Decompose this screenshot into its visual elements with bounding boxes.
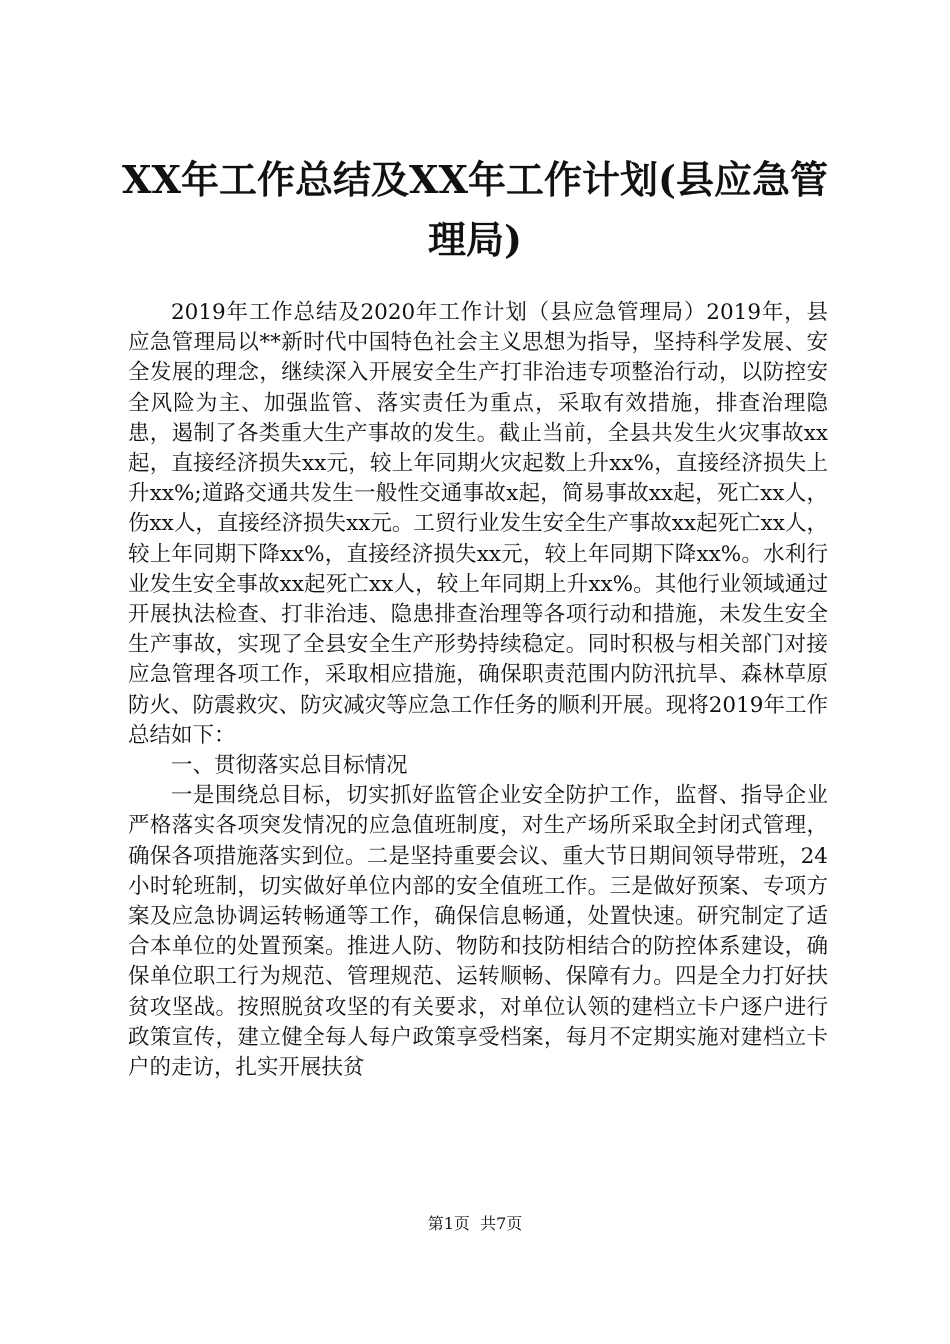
document-body (128, 298, 828, 1083)
section-heading: 一、贯彻落实总目标情况 (171, 753, 408, 779)
page-indicator: 第1页 共7页 (427, 1214, 523, 1233)
paragraph-section-1: 一是围绕总目标，切实抓好监管企业安全防护工作，监督、指导企业严格落实各项突发情况的应急值班制度，对生产场所采取全封闭式管理，确保各项措施落实到位。二是坚持重要会议、重大节日期间领导带班，24小时轮班制，切实做好单位内部的安全值班工作。三是做好预案、专项方案及应急协调运转畅通等工作，确保信息畅通，处置快速。研究制定了适合本单位的处置预案。推进人防、物防和技防相结合的防控体系建设，确保单位职工行为规范、管理规范、运转顺畅、保障有力。四是全力打好扶贫攻坚战。按照脱贫攻坚的有关要求，对单位认领的建档立卡户逐户进行政策宣传，建立健全每人每户政策享受档案，每月不定期实施对建档立卡户的走访，扎实开展扶贫 (128, 783, 828, 1081)
paragraph-intro: 2019年工作总结及2020年工作计划（县应急管理局）2019年，县应急管理局以**新时代中国特色社会主义思想为指导，坚持科学发展、安全发展的理念，继续深入开展安全生产打非治违专项整治行动，以防控安全风险为主、加强监管、落实责任为重点，采取有效措施，排查治理隐患，遏制了各类重大生产事故的发生。截止当前，全县共发生火灾事故xx起，直接经济损失xx元，较上年同期火灾起数上升xx%，直接经济损失上升xx%;道路交通共发生一般性交通事故x起，简易事故xx起，死亡xx人，伤xx人，直接经济损失xx元。工贸行业发生安全生产事故xx起死亡xx人，较上年同期下降xx%，直接经济损失xx元，较上年同期下降xx%。水利行业发生安全事故xx起死亡xx人，较上年同期上升xx%。其他行业领域通过开展执法检查、打非治违、隐患排查治理等各项行动和措施，未发生安全生产事故，实现了全县安全生产形势持续稳定。同时积极与相关部门对接应急管理各项工作，采取相应措施，确保职责范围内防汛抗旱、森林草原防火、防震救灾、防灾减灾等应急工作任务的顺利开展。现将2019年工作总结如下： (128, 300, 828, 748)
document-title: XX年工作总结及XX年工作计划(县应急管理局) (122, 157, 828, 262)
